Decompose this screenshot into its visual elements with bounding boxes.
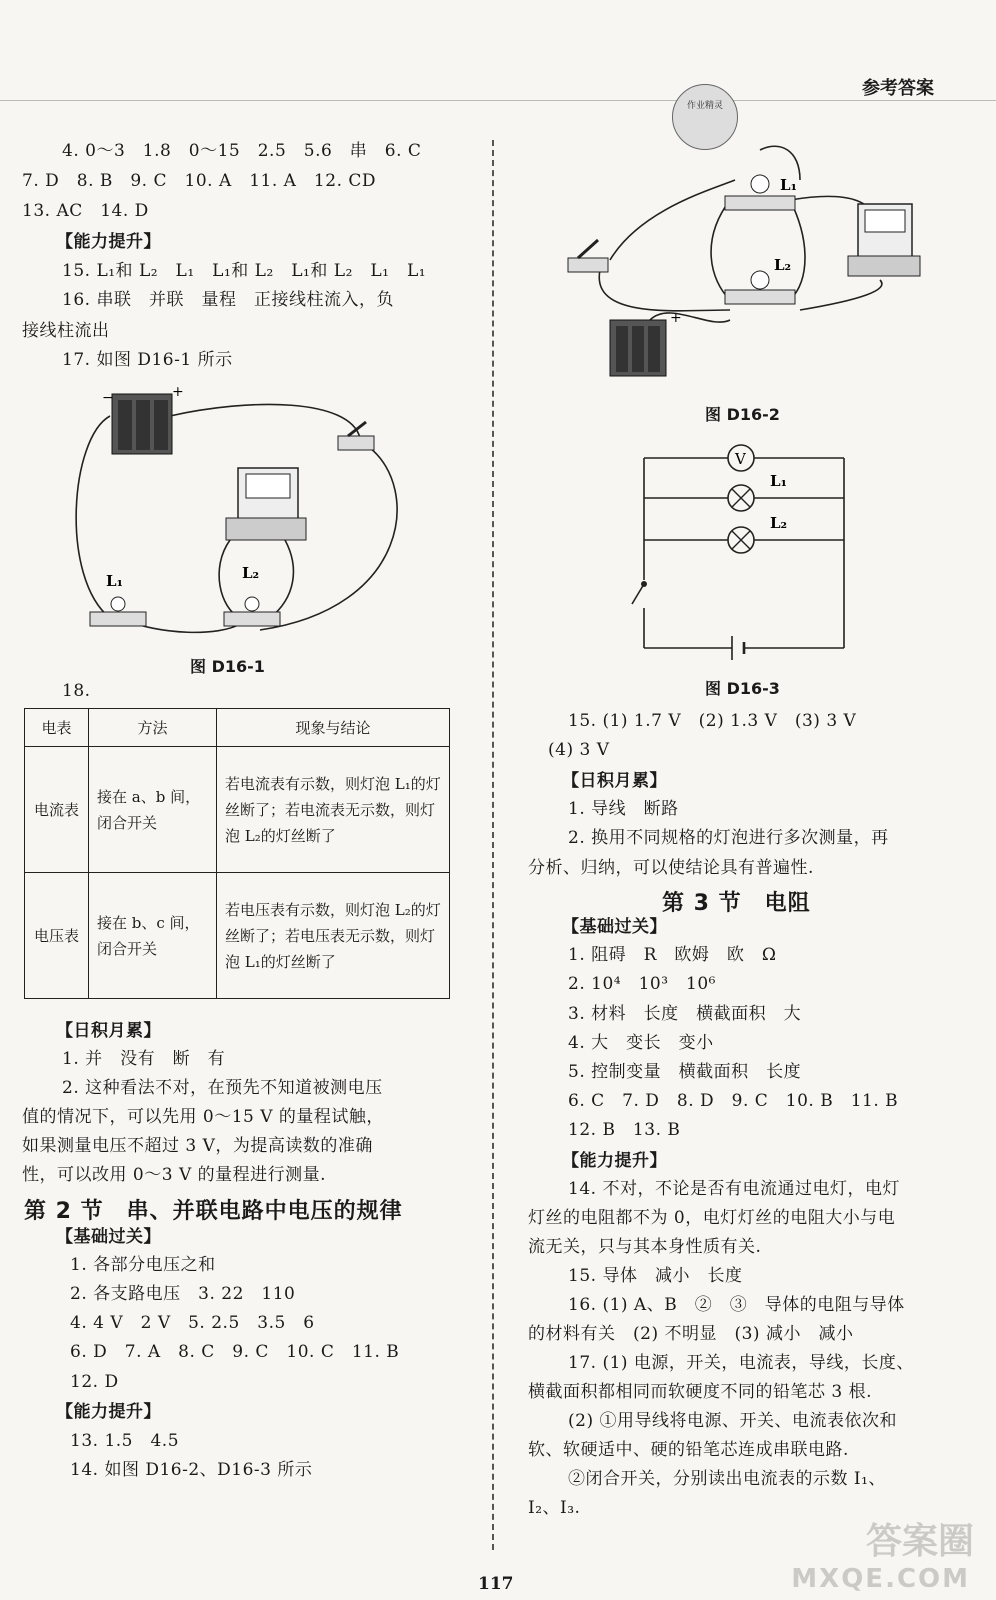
- answer-line: 2. 各支路电压 3. 22 110: [70, 1284, 296, 1304]
- table-header: 电表: [25, 709, 89, 747]
- answer-line: 14. 如图 D16-2、D16-3 所示: [70, 1460, 313, 1480]
- answer-line: 1. 导线 断路: [568, 799, 679, 819]
- label-l1: L₁: [780, 176, 798, 194]
- answer-line: 17. (1) 电源，开关，电流表，导线，长度、: [568, 1353, 914, 1373]
- figure-d16-2: [560, 140, 940, 390]
- answer-line: ②闭合开关，分别读出电流表的示数 I₁、: [568, 1469, 886, 1489]
- answer-line: 13. AC 14. D: [22, 201, 149, 221]
- section-title: 第 3 节 电阻: [662, 891, 811, 916]
- answer-line: 值的情况下，可以先用 0～15 V 的量程试触，: [22, 1107, 384, 1127]
- answer-table: [24, 708, 450, 999]
- answer-line: 15. (1) 1.7 V (2) 1.3 V (3) 3 V: [568, 711, 857, 731]
- bulb-icon: [725, 271, 795, 304]
- answer-line: I₂、I₃.: [528, 1498, 581, 1518]
- answer-line: 12. D: [70, 1372, 119, 1392]
- answer-line: 5. 控制变量 横截面积 长度: [568, 1062, 802, 1082]
- section-title: 第 2 节 串、并联电路中电压的规律: [24, 1199, 403, 1224]
- answer-line: 接线柱流出: [22, 321, 110, 341]
- answer-line: 13. 1.5 4.5: [70, 1431, 180, 1451]
- answer-line: 灯丝的电阻都不为 0，电灯灯丝的电阻大小与电: [528, 1208, 896, 1228]
- table-row: 电压表 接在 b、c 间，闭合开关 若电压表有示数，则灯泡 L₂的灯丝断了；若电压表无示数，则灯泡 L₁的灯丝断了: [25, 873, 450, 999]
- watermark-logo: 答案圈: [865, 1521, 974, 1562]
- answer-line: 横截面积都相同而软硬度不同的铅笔芯 3 根.: [528, 1382, 873, 1402]
- page-header-title: 参考答案: [862, 78, 934, 99]
- figure-d16-3: [620, 440, 860, 660]
- answer-line: 16. (1) A、B ② ③ 导体的电阻与导体: [568, 1295, 905, 1315]
- stamp-logo: 作业精灵: [672, 84, 738, 150]
- watermark-url: MXQE.COM: [791, 1564, 970, 1594]
- answer-line: 4. 大 变长 变小: [568, 1033, 714, 1053]
- battery-icon: [610, 320, 666, 376]
- subheading: 【基础过关】: [562, 917, 667, 937]
- battery-icon: [112, 394, 172, 454]
- answer-line: 7. D 8. B 9. C 10. A 11. A 12. CD: [22, 171, 377, 191]
- subheading: 【能力提升】: [56, 232, 161, 252]
- question-number: 18.: [62, 681, 91, 701]
- answer-line: 1. 各部分电压之和: [70, 1255, 216, 1275]
- svg-text:L₁: L₁: [770, 472, 788, 490]
- svg-text:L₂: L₂: [770, 514, 788, 532]
- answer-line: 15. 导体 减小 长度: [568, 1266, 743, 1286]
- answer-line: 分析、归纳，可以使结论具有普遍性.: [528, 858, 814, 878]
- voltmeter-icon: [226, 468, 306, 540]
- answer-line: 流无关，只与其本身性质有关.: [528, 1237, 762, 1257]
- figure-caption: 图 D16-2: [705, 405, 780, 424]
- answer-line: 16. 串联 并联 量程 正接线柱流入，负: [62, 290, 394, 310]
- svg-text:+: +: [172, 384, 184, 400]
- switch-symbol: [632, 581, 647, 604]
- subheading: 【基础过关】: [56, 1227, 161, 1247]
- answer-line: 2. 这种看法不对，在预先不知道被测电压: [62, 1078, 383, 1098]
- svg-text:V: V: [735, 450, 746, 468]
- figure-caption: 图 D16-1: [190, 657, 265, 676]
- figure-d16-1: [50, 378, 470, 654]
- header-rule: [0, 100, 996, 101]
- answer-line: 3. 材料 长度 横截面积 大: [568, 1004, 802, 1024]
- subheading: 【能力提升】: [56, 1402, 161, 1422]
- subheading: 【能力提升】: [562, 1151, 667, 1171]
- subheading: 【日积月累】: [56, 1021, 161, 1041]
- bulb-icon: [90, 597, 146, 626]
- answer-line: 2. 10⁴ 10³ 10⁶: [568, 974, 716, 994]
- answer-line: 6. D 7. A 8. C 9. C 10. C 11. B: [70, 1342, 400, 1362]
- answer-line: 14. 不对，不论是否有电流通过电灯，电灯: [568, 1179, 900, 1199]
- answer-line: (4) 3 V: [548, 740, 610, 760]
- answer-line: 4. 0～3 1.8 0～15 2.5 5.6 串 6. C: [62, 141, 422, 161]
- page-number: 117: [478, 1574, 514, 1594]
- answer-line: 2. 换用不同规格的灯泡进行多次测量，再: [568, 828, 889, 848]
- svg-text:−: −: [102, 390, 114, 406]
- answer-line: 12. B 13. B: [568, 1120, 681, 1140]
- column-divider: [492, 140, 494, 1550]
- voltmeter-icon: [848, 204, 920, 276]
- lamp-symbol: [728, 527, 754, 553]
- table-header: 现象与结论: [217, 709, 450, 747]
- answer-line: 15. L₁和 L₂ L₁ L₁和 L₂ L₁和 L₂ L₁ L₁: [62, 261, 427, 281]
- answer-line: (2) ①用导线将电源、开关、电流表依次和: [568, 1411, 897, 1431]
- answer-line: 4. 4 V 2 V 5. 2.5 3.5 6: [70, 1313, 315, 1333]
- label-l1: L₁: [106, 572, 124, 590]
- label-l2: L₂: [242, 564, 260, 582]
- answer-line: 的材料有关 (2) 不明显 (3) 减小 减小: [528, 1324, 854, 1344]
- battery-symbol: [732, 636, 744, 660]
- figure-caption: 图 D16-3: [705, 679, 780, 698]
- answer-line: 1. 并 没有 断 有: [62, 1049, 226, 1069]
- answer-line: 6. C 7. D 8. D 9. C 10. B 11. B: [568, 1091, 899, 1111]
- answer-line: 软、软硬适中、硬的铅笔芯连成串联电路.: [528, 1440, 849, 1460]
- lamp-symbol: [728, 485, 754, 511]
- subheading: 【日积月累】: [562, 771, 667, 791]
- svg-text:+: +: [670, 310, 682, 326]
- answer-line: 17. 如图 D16-1 所示: [62, 350, 233, 370]
- answer-line: 1. 阻碍 R 欧姆 欧 Ω: [568, 945, 777, 965]
- switch-icon: [568, 240, 608, 272]
- switch-icon: [338, 422, 374, 450]
- answer-line: 性，可以改用 0～3 V 的量程进行测量.: [22, 1165, 327, 1185]
- bulb-icon: [224, 597, 280, 626]
- table-header: 方法: [89, 709, 217, 747]
- table-row: 电流表 接在 a、b 间，闭合开关 若电流表有示数，则灯泡 L₁的灯丝断了；若电流表无示数，则灯泡 L₂的灯丝断了: [25, 747, 450, 873]
- label-l2: L₂: [774, 256, 792, 274]
- answer-line: 如果测量电压不超过 3 V，为提高读数的准确: [22, 1136, 373, 1156]
